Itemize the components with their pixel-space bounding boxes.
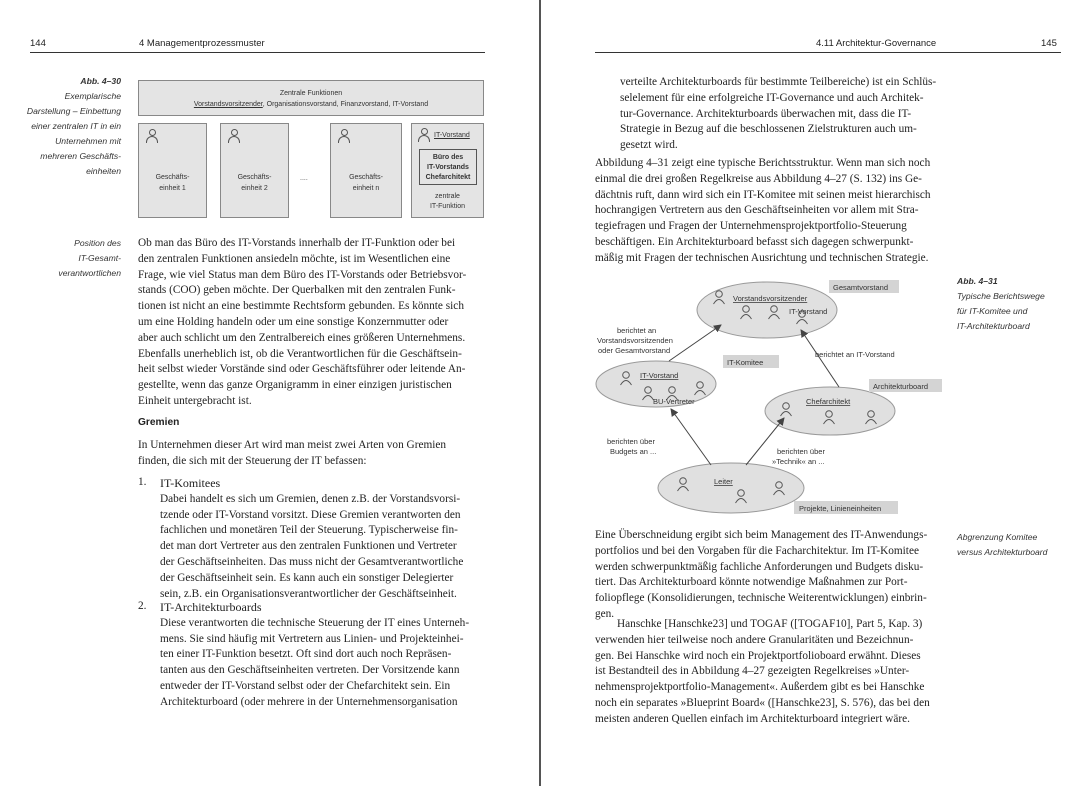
business-unit-2-label bbox=[221, 172, 288, 194]
text-line: ist Bestandteil des in Abbildung 4–27 gezeigten Regelkreises »Unter- bbox=[595, 665, 910, 678]
technik-line1: berichten über bbox=[777, 447, 825, 456]
margin-line: versus Architekturboard bbox=[957, 547, 1048, 557]
figure-label: Abb. 4–30 bbox=[80, 76, 121, 86]
page-number-right: 145 bbox=[1041, 38, 1057, 49]
header-rule-right bbox=[595, 52, 1061, 53]
text-line: tegiefragen und Fragen der Unternehmensprojektportfolio-Steuerung bbox=[595, 220, 907, 233]
unit-label-line: einheit 2 bbox=[241, 185, 268, 192]
left-page bbox=[0, 0, 539, 786]
paragraph-continued bbox=[620, 75, 942, 154]
paragraph-figure-intro bbox=[595, 156, 942, 267]
text-line: Dabei handelt es sich um Gremien, denen z.B. der Vorstandsvorsi- bbox=[160, 492, 461, 505]
section-header: 4.11 Architektur-Governance bbox=[816, 38, 937, 49]
central-functions-title: Zentrale Funktionen bbox=[279, 90, 343, 97]
text-line: den zentralen Funktionen ansiedeln möchte, ist im Wesentlichen eine bbox=[138, 252, 451, 265]
person-icon bbox=[146, 129, 158, 143]
reports-to-cio-label: berichtet an IT-Vorstand bbox=[815, 350, 895, 359]
it-vorstand-top-label: IT-Vorstand bbox=[789, 307, 828, 316]
text-line: mens. Sie sind häufig mit Vertretern aus Linien- und Projekteinhei- bbox=[160, 632, 464, 645]
margin-note-position bbox=[0, 236, 121, 281]
budgets-line1: berichten über bbox=[607, 437, 655, 446]
text-line: gen. bbox=[595, 607, 615, 620]
unit-label-line: Geschäfts- bbox=[155, 174, 190, 181]
caption-line: IT-Architekturboard bbox=[957, 321, 1030, 331]
projekte-label: Projekte, Linieneinheiten bbox=[799, 504, 882, 513]
text-line: heit selbst wieder Vorstände sind oder Geschäftsführer oder leitende An- bbox=[138, 363, 466, 376]
vorstandsvorsitzender-label: Vorstandsvorsitzender bbox=[733, 294, 808, 303]
caption-line: Unternehmen mit bbox=[55, 136, 121, 146]
text-line: um eine Holding handeln oder um eine sonstige Konzernmutter oder bbox=[138, 315, 449, 328]
caption-line: mehreren Geschäfts- bbox=[40, 151, 121, 161]
text-line: noch ein separates »Blueprint Board« ([Hanschke23], S. 576), das bei den bbox=[595, 696, 930, 709]
paragraph-gremien bbox=[138, 438, 485, 470]
it-vorstand-left-label: IT-Vorstand bbox=[640, 371, 679, 380]
text-line: Ebenfalls unerheblich ist, ob die Verantwortlichen für die Geschäftsein- bbox=[138, 347, 462, 360]
unit-label-line: einheit 1 bbox=[159, 185, 186, 192]
it-label-line: IT-Funktion bbox=[429, 203, 465, 210]
figure-caption-4-30 bbox=[0, 74, 121, 179]
list-item-it-komitees bbox=[160, 476, 485, 602]
text-line: tiert. Das Architekturboard könnte notwendige Maßnahmen zur Port- bbox=[595, 576, 908, 589]
text-line: mäßig mit Fragen der technischen Ausrichtung und technischen Strategie. bbox=[595, 251, 929, 264]
figure-caption-4-31 bbox=[957, 274, 1077, 334]
central-it-label bbox=[412, 192, 483, 212]
it-label-line: zentrale bbox=[435, 193, 460, 200]
list-number-2: 2. bbox=[138, 600, 147, 612]
arrow-komitee-to-board bbox=[669, 325, 721, 361]
text-line: dächtnis ruft, dann wird sich ein IT-Komitee mit seinen meist hierarchisch bbox=[595, 188, 931, 201]
reports-to-chair-line3: oder Gesamtvorstand bbox=[598, 346, 671, 355]
paragraph-overlap bbox=[595, 528, 942, 623]
margin-line: IT-Gesamt- bbox=[78, 253, 121, 263]
caption-line: Exemplarische bbox=[64, 91, 121, 101]
text-line: fachlichen und monetären Teil der Steuerung. Typischerweise fin- bbox=[160, 524, 458, 537]
margin-line: Abgrenzung Komitee bbox=[957, 532, 1038, 542]
text-line: tur-Governance. Architekturboards überwachen mit, dass die IT- bbox=[620, 107, 912, 120]
text-line: sein, z.B. ein Organisationsverantwortlicher der Geschäftseinheit. bbox=[160, 587, 457, 600]
text-line: Diese verantworten die technische Steuerung der IT eines Unterneh- bbox=[160, 616, 470, 629]
text-line: gen. Bei Hanschke wird noch ein Projektportfolioboard erwähnt. Dieses bbox=[595, 649, 921, 662]
person-icon bbox=[228, 129, 240, 143]
list-number-1: 1. bbox=[138, 476, 147, 488]
chapter-header: 4 Managementprozessmuster bbox=[139, 38, 265, 49]
text-line: finden, die sich mit der Steuerung der IT befassen: bbox=[138, 454, 367, 467]
architekturboard-label: Architekturboard bbox=[873, 382, 929, 391]
text-line: meisten anderen Quellen einfach im Architekturboard integriert wäre. bbox=[595, 712, 910, 725]
person-icon bbox=[418, 128, 430, 142]
business-unit-1-label bbox=[139, 172, 206, 194]
text-line: der Geschäftseinheiten. Das muss nicht der Gesamtverantwortliche bbox=[160, 555, 464, 568]
page-number-left: 144 bbox=[30, 38, 46, 49]
text-line: Architekturboard (oder mehrere in der Unternehmensorganisation bbox=[160, 695, 458, 708]
text-line: In Unternehmen dieser Art wird man meist zwei Arten von Gremien bbox=[138, 439, 447, 451]
leiter-label: Leiter bbox=[714, 477, 733, 486]
text-line: foliopflege (Konsolidierungen, technische Weiterentwicklungen) einbrin- bbox=[595, 592, 927, 605]
arrow-leiter-to-komitee bbox=[671, 409, 711, 465]
it-komitee-label: IT-Komitee bbox=[727, 358, 764, 367]
person-icon bbox=[338, 129, 350, 143]
caption-line: Typische Berichtswege bbox=[957, 291, 1045, 301]
technik-line2: »Technik« an ... bbox=[772, 457, 825, 466]
text-line: aber auch schlicht um den Zentralbereich eines größeren Unternehmens. bbox=[138, 331, 466, 344]
text-line: verwenden hier teilweise noch andere Granularitäten und Bezeichnun- bbox=[595, 633, 914, 646]
unit-label-line: Geschäfts- bbox=[349, 174, 383, 181]
budgets-line2: Budgets an ... bbox=[610, 447, 657, 456]
reporting-diagram bbox=[541, 270, 951, 520]
gesamtvorstand-label: Gesamtvorstand bbox=[833, 283, 889, 292]
text-line: Strategie in Bezug auf die beschlossenen Zielstrukturen auch um- bbox=[620, 123, 917, 136]
list-item-it-architekturboards bbox=[160, 600, 485, 711]
text-line: ten einer IT-Funktion besetzt. Oft sind dort auch noch Repräsen- bbox=[160, 648, 452, 661]
section-heading-gremien: Gremien bbox=[138, 417, 180, 428]
text-line: gesetzt wird. bbox=[620, 139, 678, 152]
business-unit-n-box bbox=[330, 123, 402, 218]
text-line: gestellte, wenn das ganze Organigramm in einer einzigen juristischen bbox=[138, 379, 452, 392]
it-vorstand-label: IT-Vorstand bbox=[434, 132, 470, 139]
margin-line: Position des bbox=[74, 238, 121, 248]
business-unit-1-box bbox=[138, 123, 207, 218]
text-line: werden schwerpunktmäßig fachliche Anforderungen und Budgets disku- bbox=[595, 560, 924, 573]
office-label-line: Büro des bbox=[432, 154, 464, 161]
reports-to-chair-line1: berichtet an bbox=[617, 326, 657, 335]
paragraph-hanschke bbox=[595, 617, 942, 728]
chefarchitekt-label: Chefarchitekt bbox=[806, 397, 851, 406]
text-line: tzende oder IT-Vorstand vorsitzt. Diese Gremien verantworten den bbox=[160, 508, 461, 521]
it-function-box bbox=[411, 123, 484, 218]
caption-line: Darstellung – Einbettung bbox=[26, 106, 121, 116]
text-line: beschäftigen. Ein Architekturboard befasst sich dagegen schwerpunkt- bbox=[595, 235, 914, 248]
caption-line: einheiten bbox=[86, 166, 121, 176]
text-line: selelement für eine erfolgreiche IT-Governance und auch Architek- bbox=[620, 91, 924, 104]
list-item-title: IT-Architekturboards bbox=[160, 600, 262, 614]
text-line: tionen ist nicht an eine bestimmte Rechtsform gebunden. Es könnte sich bbox=[138, 300, 464, 313]
margin-line: verantwortlichen bbox=[58, 268, 121, 278]
figure-label: Abb. 4–31 bbox=[957, 276, 998, 286]
office-label-line: Chefarchitekt bbox=[425, 174, 471, 181]
office-label-line: IT-Vorstands bbox=[427, 164, 469, 171]
text-line: Eine Überschneidung ergibt sich beim Management des IT-Anwendungs- bbox=[595, 529, 928, 541]
unit-label-line: einheit n bbox=[352, 185, 380, 192]
text-line: Einheit untergebracht ist. bbox=[138, 394, 252, 407]
business-unit-n-label bbox=[331, 172, 401, 194]
central-members-rest: , Organisationsvorstand, Finanzvorstand, IT-Vorstand bbox=[262, 101, 429, 108]
reports-to-chair-line2: Vorstandsvorsitzenden bbox=[597, 336, 673, 345]
chairman-label: Vorstandsvorsitzender bbox=[193, 101, 263, 108]
text-line: Hanschke [Hanschke23] und TOGAF ([TOGAF10], Part 5, Kap. 3) bbox=[617, 618, 923, 630]
ellipsis: .... bbox=[300, 175, 308, 182]
cio-office-box bbox=[419, 149, 477, 185]
margin-note-abgrenzung bbox=[957, 530, 1077, 560]
caption-line: für IT-Komitee und bbox=[957, 306, 1028, 316]
text-line: verteilte Architekturboards für bestimmte Teilbereiche) ist ein Schlüs- bbox=[620, 76, 937, 88]
list-item-title: IT-Komitees bbox=[160, 476, 221, 490]
paragraph-position bbox=[138, 236, 485, 410]
text-line: Ob man das Büro des IT-Vorstands innerhalb der IT-Funktion oder bei bbox=[138, 237, 456, 249]
bu-vertreter-label: BU-Vertreter bbox=[653, 397, 695, 406]
text-line: hochrangigen Vertretern aus den Geschäftseinheiten vor allem mit Stra- bbox=[595, 204, 919, 217]
caption-line: einer zentralen IT in ein bbox=[31, 121, 121, 131]
text-line: nehmensprojektportfolio-Management«. Außerdem gibt es bei Hanschke bbox=[595, 681, 925, 694]
text-line: einmal die drei großen Regelkreise aus Abbildung 4–27 (S. 132) ins Ge- bbox=[595, 172, 922, 185]
text-line: tanten aus den Geschäftseinheiten vertreten. Der Vorsitzende kann bbox=[160, 664, 460, 677]
text-line: portfolios und bei den Vorgaben für die Facharchitektur. Im IT-Komitee bbox=[595, 544, 919, 557]
text-line: entweder der IT-Vorstand selbst oder der Chefarchitekt sein. Ein bbox=[160, 679, 451, 692]
central-functions-box bbox=[138, 80, 484, 116]
text-line: Frage, wie viel Status man dem Büro des IT-Vorstands oder Betriebsvor- bbox=[138, 268, 467, 281]
central-functions-members bbox=[139, 99, 483, 110]
text-line: der Geschäftseinheit sein. Es kann auch ein sonstiger Delegierter bbox=[160, 571, 454, 584]
text-line: Abbildung 4–31 zeigt eine typische Berichtsstruktur. Wenn man sich noch bbox=[595, 157, 931, 169]
header-rule-left bbox=[30, 52, 485, 53]
business-unit-2-box bbox=[220, 123, 289, 218]
unit-label-line: Geschäfts- bbox=[237, 174, 272, 181]
right-page bbox=[541, 0, 1080, 786]
text-line: stands (COO) geben möchte. Der Querbalken mit den zentralen Funk- bbox=[138, 284, 456, 297]
text-line: det man dort Vertreter aus den zentralen Funktionen und Vertreter bbox=[160, 540, 457, 553]
